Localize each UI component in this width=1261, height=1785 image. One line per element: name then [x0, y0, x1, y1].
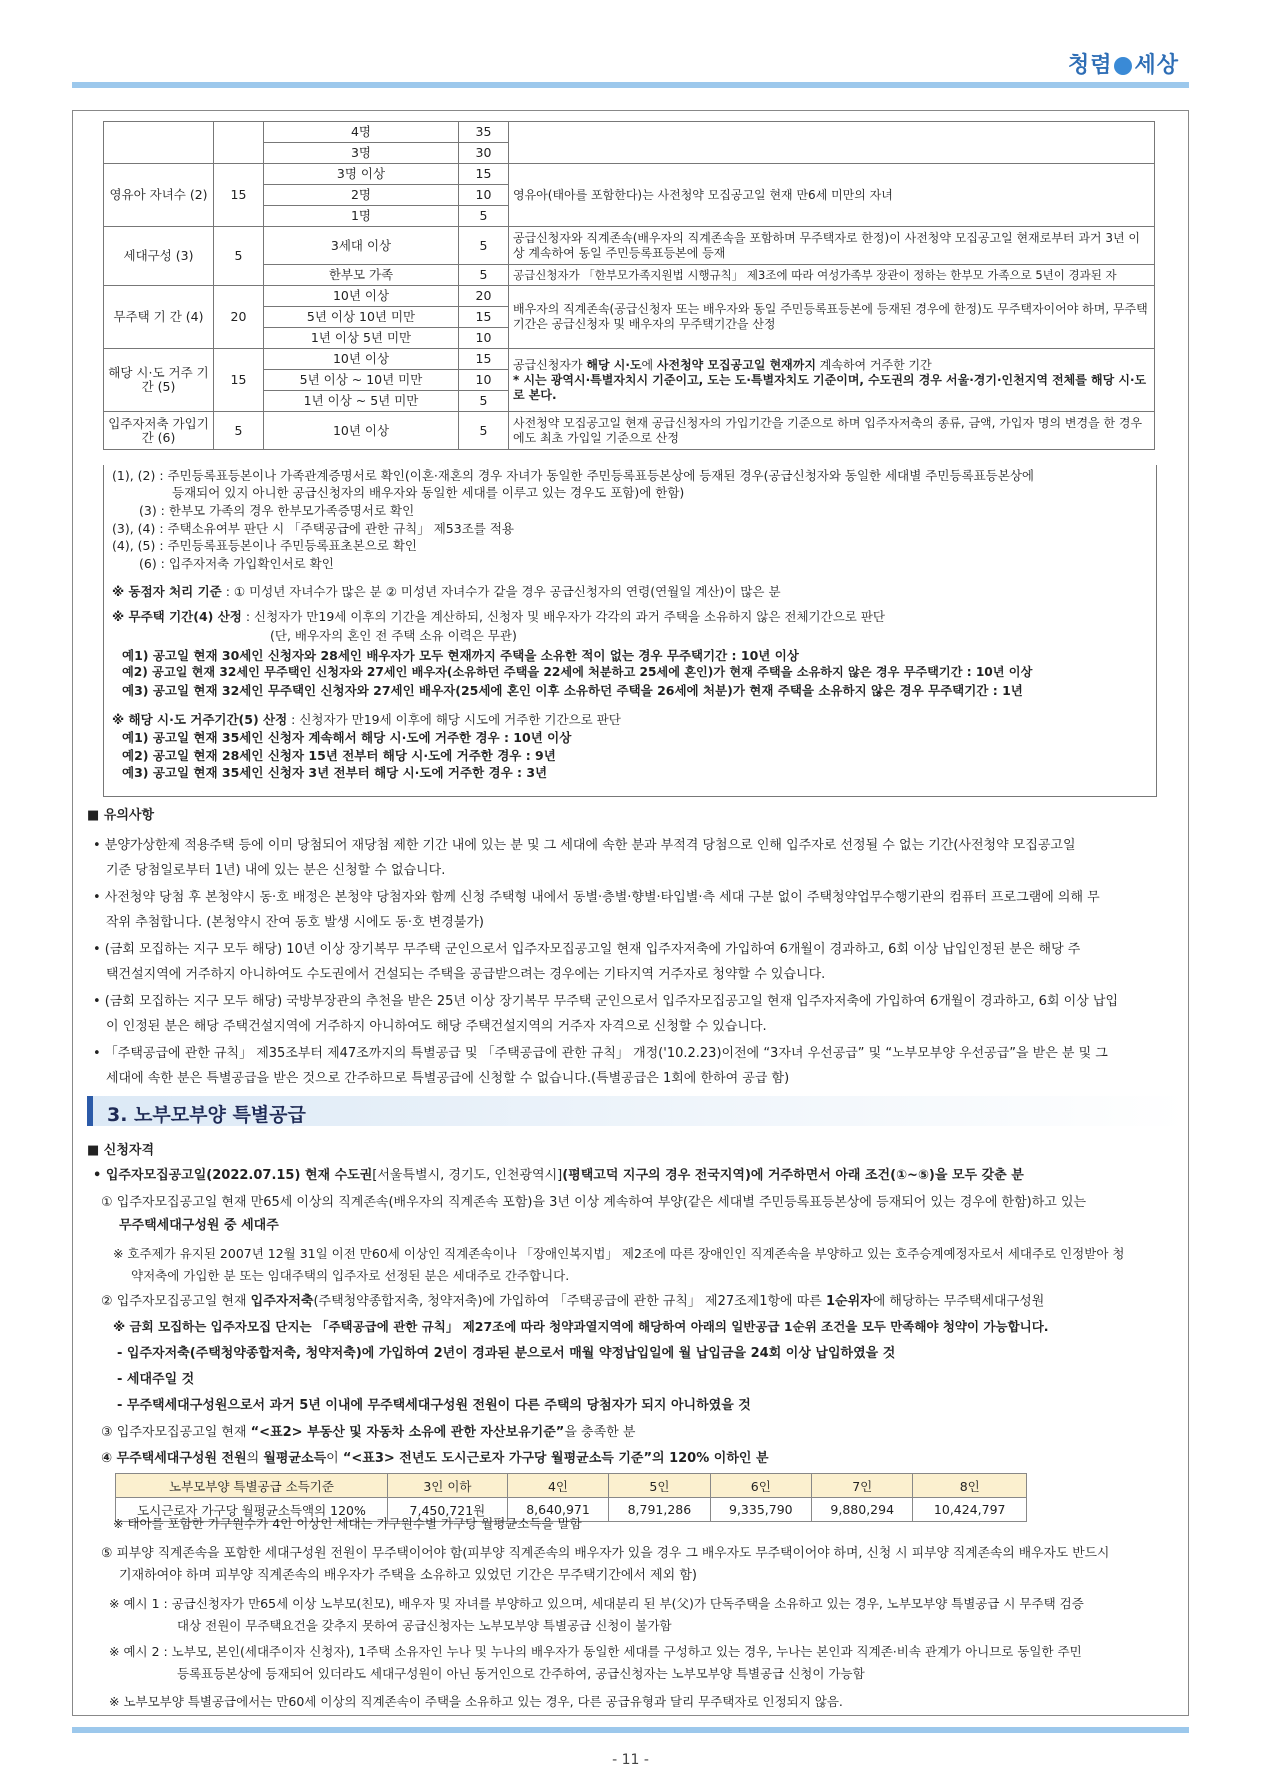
table-cell: 8,791,286	[609, 1498, 710, 1522]
table-header-row	[116, 1474, 1027, 1498]
table-cell: 1년 이상 ~ 5년 미만	[264, 391, 459, 412]
table-cell: 3명	[264, 143, 459, 164]
section-title: 3. 노부모부양 특별공급	[107, 1104, 306, 1126]
top-divider	[72, 82, 1189, 88]
table-cell: 도시근로자 가구당 월평균소득액의 120%	[116, 1498, 388, 1522]
table-cell: 30	[459, 143, 509, 164]
caution-line: 택건설지역에 거주하지 아니하여도 수도권에서 건설되는 주택을 공급받으려는 경우에는 기타지역 거주자로 청약할 수 있습니다.	[106, 967, 826, 982]
content-frame	[72, 110, 1189, 1716]
table-cell: 3세대 이상	[264, 227, 459, 265]
condition-4	[101, 1446, 769, 1471]
table-cell: 15	[214, 349, 264, 412]
table-cell	[214, 122, 264, 164]
table-cell: 5년 이상 ~ 10년 미만	[264, 370, 459, 391]
table-cell: 15	[459, 164, 509, 185]
table-row	[104, 349, 1155, 370]
caution-line: • (금회 모집하는 지구 모두 해당) 국방부장관의 추천을 받은 25년 이상 장기복무 무주택 군인으로서 입주자모집공고일 현재 입주자저축에 가입하여 6개월이 경과하고, 6회 이상 납입	[93, 994, 1118, 1009]
rule-text: : ① 미성년 자녀수가 많은 분 ② 미성년 자녀수가 같을 경우 공급신청자의 연령(연월일 계산)이 많은 분	[221, 584, 781, 599]
desc-note: * 시는 광역시·특별자치시 기준이고, 도는 도·특별자치도 기준이며, 수도권의 경우 서울·경기·인천지역 전체를 해당 시·도로 본다.	[513, 372, 1147, 402]
example-line: 예1) 공고일 현재 30세인 신청자와 28세인 배우자가 모두 현재까지 주택을 소유한 적이 없는 경우 무주택기간 : 10년 이상	[122, 648, 799, 663]
caution-line: • 분양가상한제 적용주택 등에 이미 당첨되어 재당첨 제한 기간 내에 있는 분 및 그 세대에 속한 분과 부적격 당첨으로 인해 입주자로 선정될 수 없는 기간(사전청약 모집공고일	[93, 838, 1076, 853]
table-cell: 10	[459, 370, 509, 391]
table-cell: 5	[459, 391, 509, 412]
table-cell: 사전청약 모집공고일 현재 공급신청자의 가입기간을 기준으로 하며 입주자저축의 종류, 금액, 가입자 명의 변경을 한 경우에도 최초 가입일 기준으로 산정	[509, 412, 1155, 450]
table-cell: 공급신청자가 「한부모가족지원법 시행규칙」 제3조에 따라 여성가족부 장관이 정하는 한부모 가족으로 5년이 경과된 자	[509, 265, 1155, 286]
final-note: ※ 노부모부양 특별공급에서는 만60세 이상의 직계존속이 주택을 소유하고 있는 경우, 다른 공급유형과 달리 무주택자로 인정되지 않음.	[109, 1694, 843, 1709]
table-cell: 5	[214, 412, 264, 450]
caution-heading: ■ 유의사항	[87, 808, 155, 823]
table-header: 4인	[507, 1474, 608, 1498]
table-cell: 영유아(태아를 포함한다)는 사전청약 모집공고일 현재 만6세 미만의 자녀	[509, 164, 1155, 227]
table-cell: 10년 이상	[264, 286, 459, 307]
condition-1-note: 약저축에 가입한 분 또는 임대주택의 입주자로 선정된 분은 세대주로 간주합니다.	[131, 1268, 570, 1283]
cond-text: ② 입주자모집공고일 현재	[101, 1294, 251, 1309]
table-row	[104, 286, 1155, 307]
table-cell: 배우자의 직계존속(공급신청자 또는 배우자와 동일 주민등록표등본에 등재된 경우에 한정)도 무주택자이어야 하며, 무주택기간은 공급신청자 및 배우자의 무주택기간을 산정	[509, 286, 1155, 349]
section-header	[87, 1096, 1187, 1126]
table-cell: 5	[459, 206, 509, 227]
notes-box	[103, 465, 1157, 797]
table-cell: 10	[459, 328, 509, 349]
condition-1-note: ※ 호주제가 유지된 2007년 12월 31일 이전 만60세 이상인 직계존속이나 「장애인복지법」 제2조에 따른 장애인인 직계존속을 부양하고 있는 호주승계예정자로서 세대주로 인정받아 청	[113, 1246, 1125, 1261]
table-row	[104, 164, 1155, 185]
condition-5: ⑤ 피부양 직계존속을 포함한 세대구성원 전원이 무주택이어야 함(피부양 직계존속의 배우자가 있을 경우 그 배우자도 무주택이어야 하며, 신청 시 피부양 직계존속의 배우자도 반드시	[101, 1546, 1110, 1561]
lead-bold: (평택고덕 지구의 경우 전국지역)에 거주하면서 아래 조건(①~⑤)을 모두 갖춘 분	[562, 1168, 1024, 1183]
example-line: 예2) 공고일 현재 28세인 신청자 15년 전부터 해당 시·도에 거주한 경우 : 9년	[122, 748, 556, 763]
cond-bold: 입주자저축	[250, 1294, 314, 1309]
table-cell: 무주택 기 간 (4)	[104, 286, 214, 349]
table-cell: 8,640,971	[507, 1498, 608, 1522]
table-cell: 영유아 자녀수 (2)	[104, 164, 214, 227]
table-cell: 5	[459, 412, 509, 450]
table-cell: 5	[214, 227, 264, 286]
condition-1-cont: 무주택세대구성원 중 세대주	[119, 1218, 279, 1233]
section-marker	[87, 1096, 93, 1126]
caution-line: • 「주택공급에 관한 규칙」 제35조부터 제47조까지의 특별공급 및 「주택공급에 관한 규칙」 개정('10.2.23)이전에 “3자녀 우선공급” 및 “노부모부양 우선공급”을 받은 분 및 그	[93, 1046, 1108, 1061]
eligibility-heading: ■ 신청자격	[87, 1143, 155, 1158]
table-cell: 10년 이상	[264, 412, 459, 450]
example-line: 예3) 공고일 현재 35세인 신청자 3년 전부터 해당 시·도에 거주한 경우 : 3년	[122, 765, 548, 780]
note-line: (3), (4) : 주택소유여부 판단 시 「주택공급에 관한 규칙」 제53조를 적용	[112, 521, 514, 536]
rule-text: : 신청자가 만19세 이후에 해당 시도에 거주한 기간으로 판단	[287, 712, 621, 727]
table-cell	[104, 122, 214, 164]
eligibility-lead	[93, 1163, 1024, 1188]
condition-2-detail: - 무주택세대구성원으로서 과거 5년 이내에 무주택세대구성원 전원이 다른 주택의 당첨자가 되지 아니하였을 것	[117, 1398, 751, 1413]
desc-text: 에	[641, 357, 657, 372]
table-cell: 1명	[264, 206, 459, 227]
table-cell: 1년 이상 5년 미만	[264, 328, 459, 349]
example-1-cont: 대상 전원이 무주택요건을 갖추지 못하여 공급신청자는 노부모부양 특별공급 신청이 불가함	[177, 1618, 672, 1633]
table-header: 8인	[913, 1474, 1027, 1498]
table-cell: 5	[459, 265, 509, 286]
cond-bold: 1순위자	[826, 1294, 873, 1309]
table-row	[104, 412, 1155, 450]
table-header: 노부모부양 특별공급 소득기준	[116, 1474, 388, 1498]
caution-line: • (금회 모집하는 지구 모두 해당) 10년 이상 장기복무 무주택 군인으로서 입주자모집공고일 현재 입주자저축에 가입하여 6개월이 경과하고, 6회 이상 납입인정된 분은 해당 주	[93, 942, 1081, 957]
criteria-table	[103, 121, 1155, 450]
table-cell: 20	[459, 286, 509, 307]
note-line: (6) : 입주자저축 가입확인서로 확인	[139, 556, 334, 571]
cond-text: 이	[326, 1451, 343, 1466]
condition-3	[101, 1420, 635, 1445]
table-cell: 5년 이상 10년 미만	[264, 307, 459, 328]
table-header: 3인 이하	[388, 1474, 508, 1498]
cond-bold: 월평균소득	[263, 1451, 327, 1466]
cond-text: (주택청약종합저축, 청약저축)에 가입하여 「주택공급에 관한 규칙」 제27조제1항에 따른	[313, 1294, 826, 1309]
cond-text: 의	[246, 1451, 264, 1466]
table-cell: 15	[459, 349, 509, 370]
table-cell: 5	[459, 227, 509, 265]
table-cell: 4명	[264, 122, 459, 143]
rule-label: ※ 해당 시·도 거주기간(5) 산정	[112, 712, 288, 727]
rule-text-2: (단, 배우자의 혼인 전 주택 소유 이력은 무관)	[270, 628, 517, 643]
rule-text: : 신청자가 만19세 이후의 기간을 계산하되, 신청자 및 배우자가 각각의 과거 주택을 소유하지 않은 전체기간으로 판단	[241, 609, 885, 624]
cond-text: 에 해당하는 무주택세대구성원	[872, 1294, 1045, 1309]
caution-line: 기준 당첨일로부터 1년) 내에 있는 분은 신청할 수 없습니다.	[106, 863, 446, 878]
logo	[1068, 48, 1179, 79]
logo-mark-icon	[1114, 57, 1132, 75]
logo-text: 청렴	[1067, 53, 1113, 78]
cond-text: ③ 입주자모집공고일 현재	[101, 1425, 251, 1440]
table-cell: 2명	[264, 185, 459, 206]
table-header: 5인	[609, 1474, 710, 1498]
table-cell: 9,880,294	[812, 1498, 913, 1522]
cond-bold: ④ 무주택세대구성원 전원	[101, 1451, 247, 1466]
table-cell: 35	[459, 122, 509, 143]
table-cell: 9,335,790	[710, 1498, 811, 1522]
cond-bold: “<표2> 부동산 및 자동차 소유에 관한 자산보유기준”	[250, 1425, 565, 1440]
table-cell: 10,424,797	[913, 1498, 1027, 1522]
table-row	[104, 227, 1155, 265]
caution-line: 이 인정된 분은 해당 주택건설지역에 거주하지 아니하여도 해당 주택건설지역의 거주자 자격으로 신청할 수 있습니다.	[106, 1019, 767, 1034]
condition-2	[101, 1289, 1044, 1314]
desc-bold: 해당 시·도	[586, 357, 642, 372]
bottom-divider	[72, 1727, 1189, 1733]
condition-1: ① 입주자모집공고일 현재 만65세 이상의 직계존속(배우자의 직계존속 포함)을 3년 이상 계속하여 부양(같은 세대별 주민등록표등본상에 등재되어 있는 경우에 한함)하고 있는	[101, 1195, 1087, 1210]
nohouse-rule	[112, 608, 885, 625]
cond-bold: “<표3> 전년도 도시근로자 가구당 월평균소득 기준”의 120% 이하인 분	[342, 1451, 769, 1466]
desc-text: 공급신청자가	[513, 357, 587, 372]
table-header: 7인	[812, 1474, 913, 1498]
caution-line: • 사전청약 당첨 후 본청약시 동·호 배정은 본청약 당첨자와 함께 신청 주택형 내에서 동별·층별·향별·타입별·측 세대 구분 없이 주택청약업무수행기관의 컴퓨터 프로그램에 의해 무	[93, 890, 1100, 905]
example-line: 예2) 공고일 현재 32세인 무주택인 신청자와 27세인 배우자(소유하던 주택을 22세에 처분하고 25세에 혼인)가 현재 주택을 소유하지 않은 경우 무주택기간 : 10년 이상	[122, 665, 1033, 679]
caution-line: 작위 추첨합니다. (본청약시 잔여 동호 발생 시에도 동·호 변경불가)	[106, 915, 484, 930]
table-cell: 10년 이상	[264, 349, 459, 370]
table-cell: 10	[459, 185, 509, 206]
caution-line: 세대에 속한 분은 특별공급을 받은 것으로 간주하므로 특별공급에 신청할 수 없습니다.(특별공급은 1회에 한하여 공급 함)	[106, 1071, 790, 1086]
note-line: 등재되어 있지 아니한 공급신청자의 배우자와 동일한 세대를 이루고 있는 경우도 포함)에 한함)	[172, 485, 685, 500]
table-cell	[509, 122, 1155, 164]
lead-text: [서울특별시, 경기도, 인천광역시]	[372, 1168, 563, 1183]
table-cell: 7,450,721원	[388, 1498, 508, 1522]
table-cell: 한부모 가족	[264, 265, 459, 286]
table-cell: 15	[459, 307, 509, 328]
condition-2-note: ※ 금회 모집하는 입주자모집 단지는 「주택공급에 관한 규칙」 제27조에 따라 청약과열지역에 해당하여 아래의 일반공급 1순위 조건을 모두 만족해야 청약이 가능합니다.	[113, 1319, 1049, 1334]
table-header: 6인	[710, 1474, 811, 1498]
example-line: 예1) 공고일 현재 35세인 신청자 계속해서 해당 시·도에 거주한 경우 : 10년 이상	[122, 730, 572, 745]
table-cell: 3명 이상	[264, 164, 459, 185]
lead-bold: • 입주자모집공고일(2022.07.15) 현재 수도권	[93, 1168, 373, 1183]
rule-label: ※ 동점자 처리 기준	[112, 584, 222, 599]
condition-2-detail: - 세대주일 것	[117, 1372, 195, 1387]
table-cell	[509, 349, 1155, 412]
note-line: (4), (5) : 주민등록표등본이나 주민등록표초본으로 확인	[112, 538, 417, 553]
note-line: (1), (2) : 주민등록표등본이나 가족관계증명서로 확인(이혼·재혼의 경우 자녀가 동일한 주민등록표등본상에 등재된 경우(공급신청자와 동일한 세대별 주민등록표등본상에	[112, 468, 1034, 483]
income-note: ※ 태아를 포함한 가구원수가 4인 이상인 세대는 가구원수별 가구당 월평균소득을 말함	[113, 1516, 582, 1531]
tie-rule	[112, 583, 781, 600]
rule-label: ※ 무주택 기간(4) 산정	[112, 609, 242, 624]
table-cell: 20	[214, 286, 264, 349]
table-cell: 15	[214, 164, 264, 227]
page-number: - 11 -	[612, 1752, 649, 1768]
residence-rule	[112, 711, 621, 728]
condition-5-cont: 기재하여야 하며 피부양 직계존속의 배우자가 주택을 소유하고 있었던 기간은 무주택기간에서 제외 함)	[119, 1568, 697, 1583]
desc-bold: 사전청약 모집공고일 현재까지	[656, 357, 816, 372]
table-row	[104, 122, 1155, 143]
condition-2-detail: - 입주자저축(주택청약종합저축, 청약저축)에 가입하여 2년이 경과된 분으로서 매월 약정납입일에 월 납입금을 24회 이상 납입하였을 것	[117, 1346, 896, 1361]
table-cell: 입주자저축 가입기간 (6)	[104, 412, 214, 450]
example-1: ※ 예시 1 : 공급신청자가 만65세 이상 노부모(친모), 배우자 및 자녀를 부양하고 있으며, 세대분리 된 부(父)가 단독주택을 소유하고 있는 경우, 노부모부양 특별공급 시 무주택 검증	[109, 1596, 1084, 1611]
example-2: ※ 예시 2 : 노부모, 본인(세대주이자 신청자), 1주택 소유자인 누나 및 누나의 배우자가 동일한 세대를 구성하고 있는 경우, 누나는 본인과 직계존·비속 관계가 아니므로 동일한 주민	[109, 1644, 1082, 1659]
example-2-cont: 등록표등본상에 등재되어 있더라도 세대구성원이 아닌 동거인으로 간주하여, 공급신청자는 노부모부양 특별공급 신청이 가능함	[177, 1666, 865, 1681]
table-cell: 해당 시·도 거주 기간 (5)	[104, 349, 214, 412]
table-cell: 공급신청자와 직계존속(배우자의 직계존속을 포함하며 무주택자로 한정)이 사전청약 모집공고일 현재로부터 과거 3년 이상 계속하여 동일 주민등록표등본에 등재	[509, 227, 1155, 265]
note-line: (3) : 한부모 가족의 경우 한부모가족증명서로 확인	[139, 503, 415, 518]
cond-text: 을 충족한 분	[564, 1425, 636, 1440]
table-cell: 세대구성 (3)	[104, 227, 214, 286]
example-line: 예3) 공고일 현재 32세인 무주택인 신청자와 27세인 배우자(25세에 혼인 이후 소유하던 주택을 26세에 처분)가 현재 주택을 소유하지 않은 경우 무주택기간 : 1년	[122, 683, 1023, 698]
desc-text: 계속하여 거주한 기간	[815, 357, 932, 372]
logo-text-2: 세상	[1134, 53, 1179, 78]
